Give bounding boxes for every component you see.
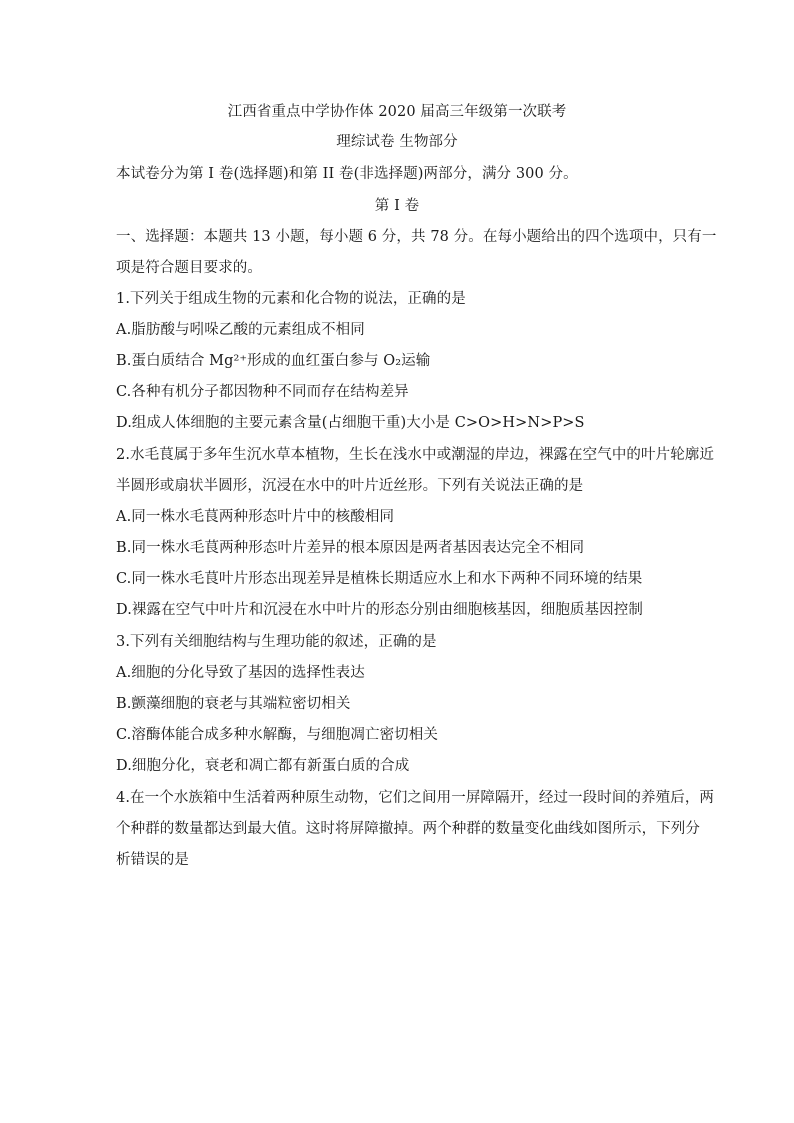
q2-stem-line-1: 2.水毛茛属于多年生沉水草本植物，生长在浅水中或潮湿的岸边，裸露在空气中的叶片轮廓近 [116, 447, 715, 463]
q2-stem-line-2: 半圆形或扇状半圆形，沉浸在水中的叶片近丝形。下列有关说法正确的是 [116, 478, 584, 494]
q1-option-c: C.各种有机分子都因物种不同而存在结构差异 [116, 384, 409, 400]
instructions-line-1: 一、选择题：本题共 13 小题，每小题 6 分，共 78 分。在每小题给出的四个选项中，只有一 [116, 229, 717, 245]
q2-option-d: D.裸露在空气中叶片和沉浸在水中叶片的形态分别由细胞核基因，细胞质基因控制 [116, 602, 643, 618]
q4-stem-line-3: 析错误的是 [116, 852, 189, 868]
exam-intro: 本试卷分为第 I 卷(选择题)和第 II 卷(非选择题)两部分，满分 300 分。 [116, 166, 578, 182]
section-heading: 第 I 卷 [374, 198, 420, 214]
q1-option-a: A.脂肪酸与吲哚乙酸的元素组成不相同 [116, 322, 365, 338]
q1-option-b: B.蛋白质结合 Mg²⁺形成的血红蛋白参与 O₂运输 [116, 353, 431, 369]
q3-option-a: A.细胞的分化导致了基因的选择性表达 [116, 665, 365, 681]
q4-stem-line-1: 4.在一个水族箱中生活着两种原生动物，它们之间用一屏障隔开，经过一段时间的养殖后，两 [116, 790, 715, 806]
q2-option-b: B.同一株水毛茛两种形态叶片差异的根本原因是两者基因表达完全不相同 [116, 540, 585, 556]
q1-option-d: D.组成人体细胞的主要元素含量(占细胞干重)大小是 C>O>H>N>P>S [116, 415, 585, 431]
q3-option-b: B.颤藻细胞的衰老与其端粒密切相关 [116, 696, 351, 712]
q2-option-a: A.同一株水毛茛两种形态叶片中的核酸相同 [116, 509, 395, 525]
q2-option-c: C.同一株水毛茛叶片形态出现差异是植株长期适应水上和水下两种不同环境的结果 [116, 571, 643, 587]
exam-title: 江西省重点中学协作体 2020 届高三年级第一次联考 [227, 104, 567, 120]
q1-stem: 1.下列关于组成生物的元素和化合物的说法，正确的是 [116, 291, 466, 307]
q4-stem-line-2: 个种群的数量都达到最大值。这时将屏障撤掉。两个种群的数量变化曲线如图所示，下列分 [116, 821, 700, 837]
exam-subtitle: 理综试卷 生物部分 [336, 134, 458, 150]
instructions-line-2: 项是符合题目要求的。 [116, 260, 262, 276]
q3-option-d: D.细胞分化，衰老和凋亡都有新蛋白质的合成 [116, 758, 410, 774]
q3-stem: 3.下列有关细胞结构与生理功能的叙述，正确的是 [116, 634, 437, 650]
q3-option-c: C.溶酶体能合成多种水解酶，与细胞凋亡密切相关 [116, 727, 438, 743]
